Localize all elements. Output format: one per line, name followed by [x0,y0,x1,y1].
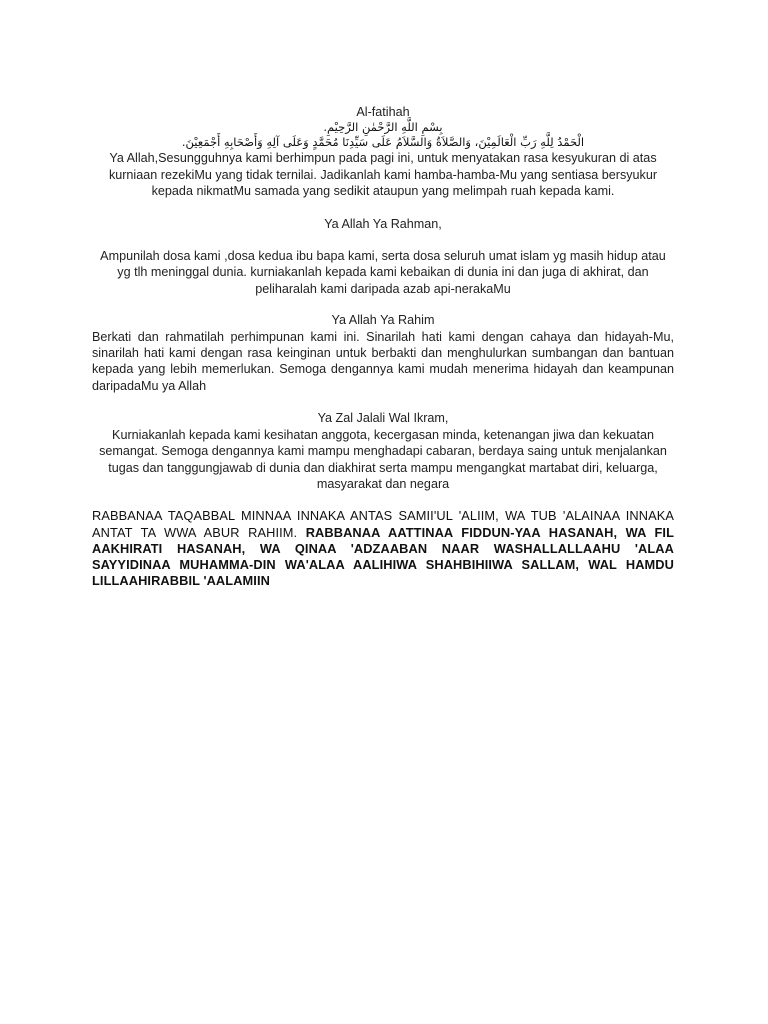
closing-doa-regular: RABBANAA TAQABBAL MINNAA INNAKA ANTAS SAMII'UL 'ALIIM, WA TUB 'ALAINAA INNAKA ANTAT TA WWA ABUR RAHIIM. [92,508,674,540]
closing-doa-bold: RABBANAA AATTINAA FIDDUN-YAA HASANAH, WA FIL AAKHIRATI HASANAH, WA QINAA 'ADZAABAN NAAR WASHALLALLAAHU 'ALAA SAYYIDINAA MUHAMMA-DIN WA'ALAA AALIHIWA SHAHBIHIIWA SALLAM, WAL HAMDU LILLAAHIRABBIL 'AALAMIIN [92,524,674,589]
arabic-basmala: بِسْمِ اللَّهِ الرَّحْمٰنِ الرَّحِيْمِ. [323,120,443,135]
paragraph-forgiveness: Ampunilah dosa kami ,dosa kedua ibu bapa kami, serta dosa seluruh umat islam yg masih hidup atau yg tlh meninggal dunia. kurniakanlah kepada kami kebaikan di dunia ini dan juga di akhirat, dan peliharalah kami daripada azab api-nerakaMu [100,249,666,296]
heading-ya-rahim: Ya Allah Ya Rahim [331,313,435,328]
paragraph-blessing: Berkati dan rahmatilah perhimpunan kami ini. Sinarilah hati kami dengan cahaya dan hidayah-Mu, sinarilah hati kami dengan rasa keinginan untuk berbakti dan menghulurkan sumbangan dan bantuan kepada yang lebih memerlukan. Semoga dengannya kami mudah menerima hidayah dan keampunan daripadaMu ya Allah [92,329,674,393]
arabic-opening-praise: الْحَمْدُ لِلَّهِ رَبِّ الْعَالَمِيْنَ، وَالصَّلاَةُ وَالسَّلاَمُ عَلَى سَيِّدِنَا مُحَمَّدٍ وَعَلَى آلِهِ وَأَصْحَابِهِ أَجْمَعِيْنَ. [181,135,585,150]
closing-doa [92,508,674,589]
paragraph-gratitude: Ya Allah,Sesungguhnya kami berhimpun pada pagi ini, untuk menyatakan rasa kesyukuran di atas kurniaan rezekiMu yang tidak ternilai. Jadikanlah kami hamba-hamba-Mu yang sentiasa bersyukur kepada nikmatMu samada yang sedikit ataupun yang melimpah ruah kepada kami. [108,151,658,199]
document-body [92,104,674,589]
heading-zal-jalali: Ya Zal Jalali Wal Ikram, [317,411,449,426]
document-title: Al-fatihah [356,105,410,119]
paragraph-health: Kurniakanlah kepada kami kesihatan anggota, kecergasan minda, ketenangan jiwa dan kekuatan semangat. Semoga dengannya kami mampu menghadapi cabaran, berdaya saing untuk menjalankan tugas dan tanggungjawab di dunia dan diakhirat serta mampu mengangkat martabat diri, keluarga, masyarakat dan negara [99,427,667,491]
heading-ya-rahman: Ya Allah Ya Rahman, [324,216,442,231]
